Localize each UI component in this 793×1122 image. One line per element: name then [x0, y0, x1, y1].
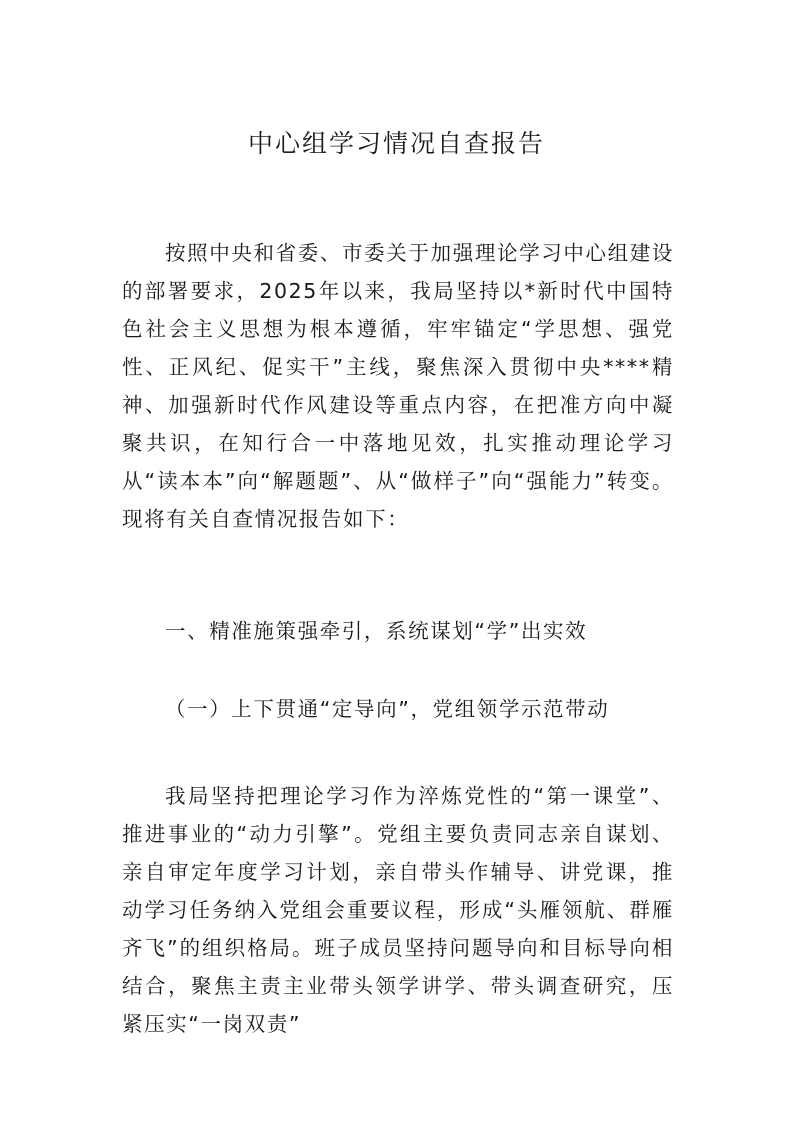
subsection-heading-1: （一）上下贯通“定导向”，党组领学示范带动 [165, 697, 610, 721]
body-paragraph: 我局坚持把理论学习作为淬炼党性的“第一课堂”、推进事业的“动力引擎”。党组主要负责同志亲自谋划、亲自审定年度学习计划，亲自带头作辅导、讲党课，推动学习任务纳入党组会重要议程，形成“头雁领航、群雁齐飞”的组织格局。班子成员坚持问题导向和目标导向相结合，聚焦主责主业带头领学讲学、带头调查研究，压紧压实“一岗双责” [122, 784, 674, 1036]
section-heading-1: 一、精准施策强牵引，系统谋划“学”出实效 [165, 619, 588, 643]
intro-paragraph: 按照中央和省委、市委关于加强理论学习中心组建设的部署要求，2025年以来，我局坚持以*新时代中国特色社会主义思想为根本遵循，牢牢锚定“学思想、强党性、正风纪、促实干”主线，聚焦深入贯彻中央****精神、加强新时代作风建设等重点内容，在把准方向中凝聚共识，在知行合一中落地见效，扎实推动理论学习从“读本本”向“解题题”、从“做样子”向“强能力”转变。现将有关自查情况报告如下： [122, 241, 674, 531]
document-title: 中心组学习情况自查报告 [247, 129, 545, 158]
